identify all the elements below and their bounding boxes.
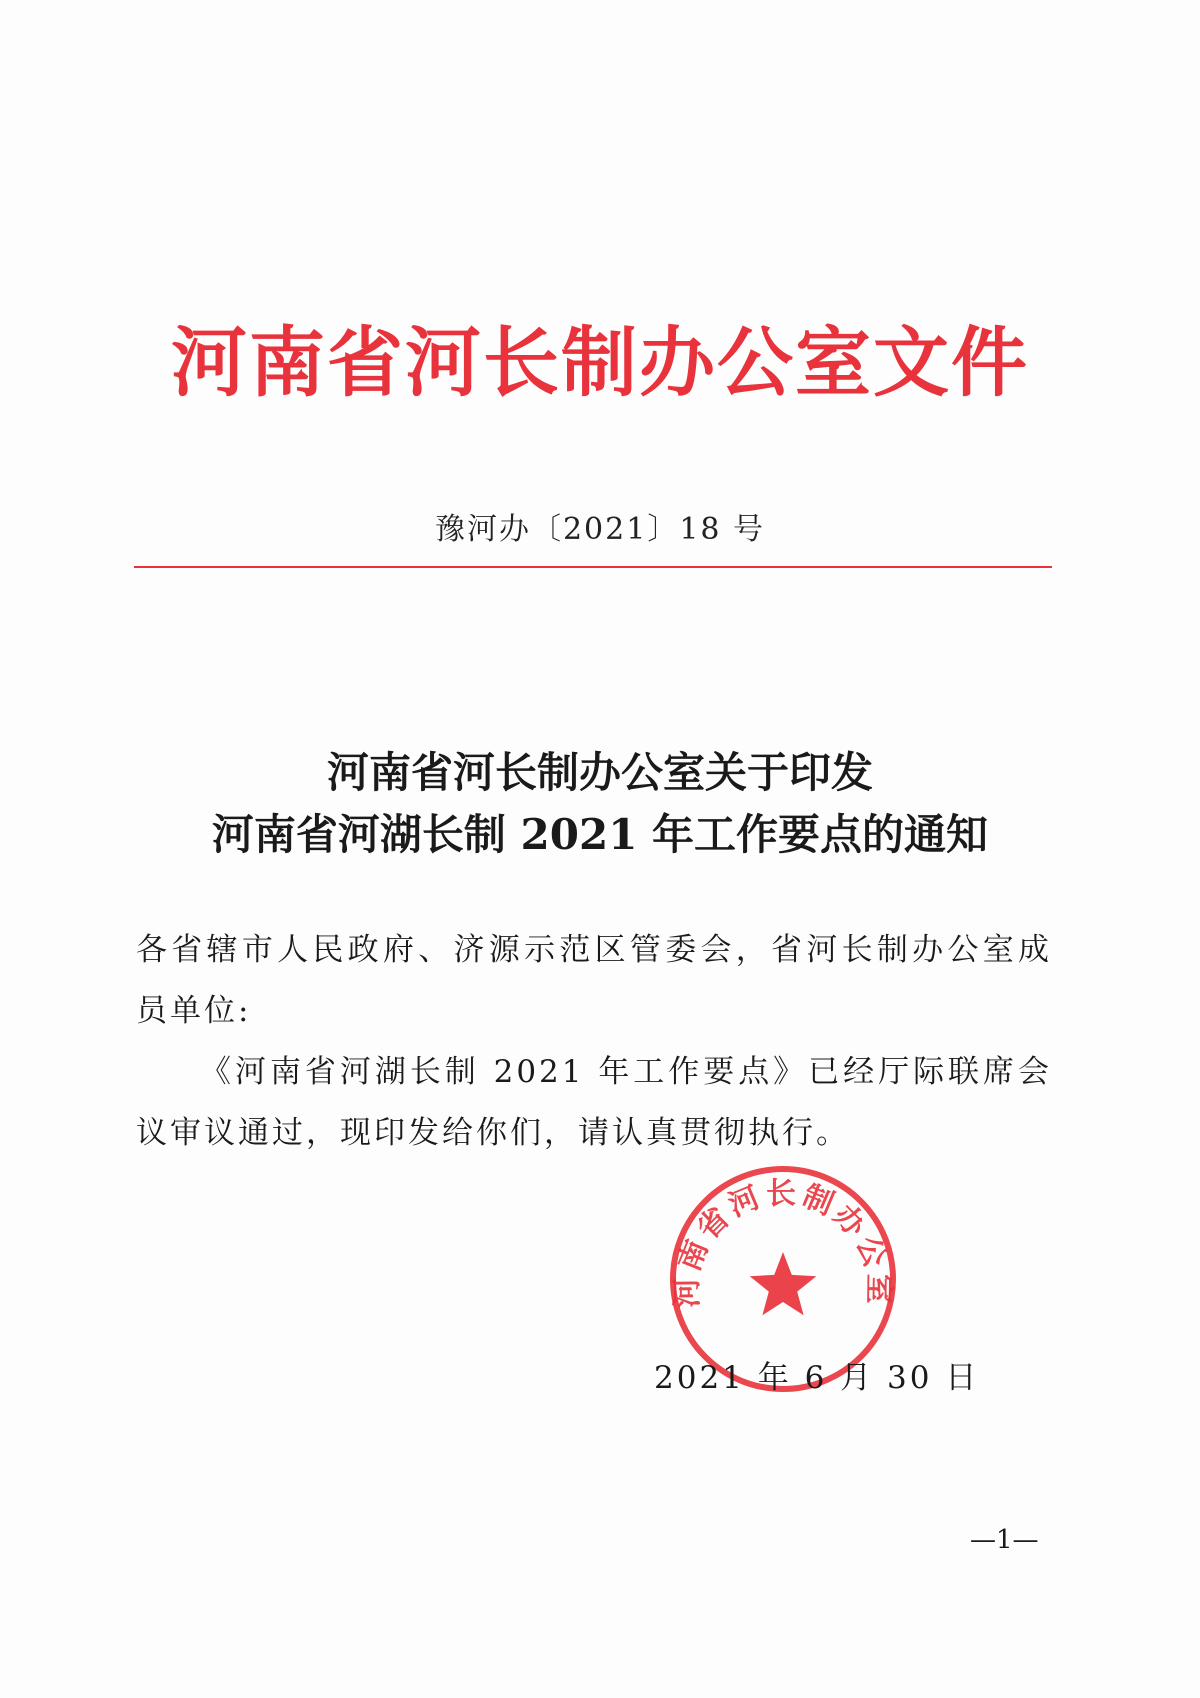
- seal-text: 河南省河长制办公室: [669, 1176, 897, 1308]
- title-line-2: 河南省河湖长制 2021 年工作要点的通知: [211, 810, 989, 859]
- body-paragraph: 《河南省河湖长制 2021 年工作要点》已经厅际联席会议审议通过，现印发给你们，请认真贯彻执行。: [136, 1054, 1052, 1151]
- recipients-line: 各省辖市人民政府、济源示范区管委会，省河长制办公室成员单位:: [136, 932, 1052, 1029]
- issue-date: 2021 年 6 月 30 日: [654, 1360, 980, 1396]
- seal-star-icon: [750, 1252, 817, 1315]
- red-divider-line: [134, 566, 1052, 568]
- title-line-1: 河南省河长制办公室关于印发: [326, 748, 873, 797]
- document-number: 豫河办〔2021〕18 号: [434, 512, 766, 547]
- document-body: [136, 920, 1052, 1164]
- document-title: [0, 742, 1200, 866]
- page-number: —1—: [970, 1525, 1039, 1555]
- issuing-org-header: 河南省河长制办公室文件: [171, 318, 1029, 407]
